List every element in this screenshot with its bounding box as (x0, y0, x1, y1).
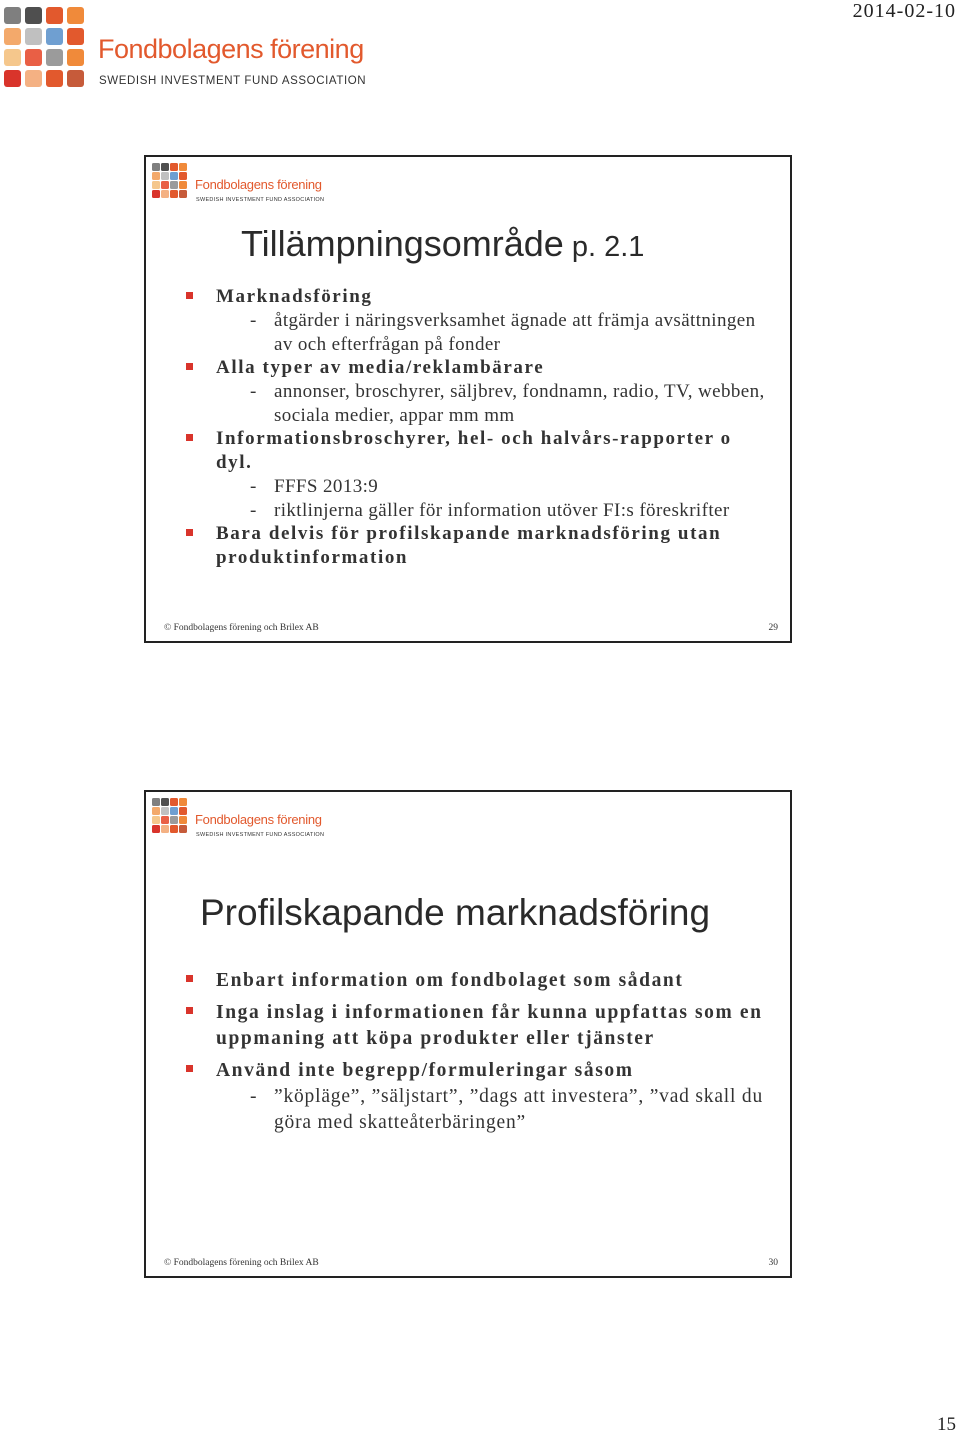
slide-footer: © Fondbolagens förening och Brilex AB (164, 1258, 319, 1268)
slide-title (200, 892, 710, 934)
logo-tagline: SWEDISH INVESTMENT FUND ASSOCIATION (196, 832, 325, 838)
bullet-item (184, 285, 770, 356)
logo-square (179, 807, 187, 815)
dash-marker: - (250, 381, 257, 402)
page-date: 2014-02-10 (852, 0, 956, 22)
logo-square (67, 49, 84, 66)
logo-tagline: SWEDISH INVESTMENT FUND ASSOCIATION (196, 197, 325, 203)
logo-square (4, 70, 21, 87)
logo-square (170, 825, 178, 833)
bullet-text: Informationsbroschyrer, hel- och halvårs-rapporter o dyl. (216, 428, 732, 473)
logo-name: Fondbolagens förening (195, 812, 322, 827)
logo-square (25, 7, 42, 24)
logo-square (152, 807, 160, 815)
slide-number: 29 (768, 623, 778, 633)
logo-square (179, 825, 187, 833)
sub-text: FFFS 2013:9 (274, 476, 379, 497)
bullet-item (184, 522, 770, 570)
logo-square (161, 190, 169, 198)
logo-square (161, 163, 169, 171)
logo-square (4, 28, 21, 45)
logo-square (179, 798, 187, 806)
logo-mark (152, 163, 187, 198)
logo-mark (152, 798, 187, 833)
logo-square (152, 798, 160, 806)
logo-square (170, 163, 178, 171)
bullet-item (184, 1000, 770, 1052)
bullet-text: Inga inslag i informationen får kunna uppfattas som en uppmaning att köpa produkter eller tjänster (216, 1002, 763, 1049)
logo-square (67, 7, 84, 24)
bullet-list (184, 285, 770, 570)
logo-tagline: SWEDISH INVESTMENT FUND ASSOCIATION (99, 75, 367, 87)
bullet-marker (186, 434, 193, 441)
logo-square (46, 28, 63, 45)
bullet-item (184, 356, 770, 427)
slide-title-main: Profilskapande marknadsföring (200, 892, 711, 933)
bullet-marker (186, 529, 193, 536)
bullet-text: Alla typer av media/reklambärare (216, 357, 545, 378)
logo-square (161, 172, 169, 180)
logo-square (170, 181, 178, 189)
slide-logo (152, 163, 332, 203)
logo-square (46, 70, 63, 87)
logo-square (170, 172, 178, 180)
bullet-marker (186, 292, 193, 299)
sub-item (216, 380, 770, 427)
dash-marker: - (250, 499, 257, 521)
logo-square (179, 816, 187, 824)
logo-square (152, 825, 160, 833)
logo-square (25, 28, 42, 45)
bullet-item (184, 427, 770, 522)
slide-30 (144, 790, 792, 1278)
logo-square (170, 798, 178, 806)
slide-title-main: Tillämpningsområde (241, 223, 564, 264)
logo-name: Fondbolagens förening (195, 177, 322, 192)
logo-square (152, 181, 160, 189)
logo-square (179, 163, 187, 171)
logo-square (179, 181, 187, 189)
bullet-text: Bara delvis för profilskapande marknadsföring utan produktinformation (216, 523, 722, 568)
bullet-marker (186, 1065, 193, 1072)
sub-item (216, 475, 770, 499)
logo-square (161, 816, 169, 824)
bullet-text: Enbart information om fondbolaget som sådant (216, 970, 684, 991)
sub-text: ”köpläge”, ”säljstart”, ”dags att investera”, ”vad skall du göra med skatteåterbäringen” (274, 1086, 764, 1133)
bullet-marker (186, 975, 193, 982)
logo-square (152, 816, 160, 824)
logo-square (161, 825, 169, 833)
logo-name: Fondbolagens förening (98, 34, 364, 64)
slide-29 (144, 155, 792, 643)
bullet-text: Marknadsföring (216, 286, 373, 307)
bullet-text: Använd inte begrepp/formuleringar såsom (216, 1060, 634, 1081)
logo-square (4, 49, 21, 66)
slide-title-section: p. 2.1 (563, 231, 645, 263)
logo-square (46, 49, 63, 66)
page-number: 15 (937, 1414, 956, 1435)
page-header-logo (0, 0, 370, 96)
logo-square (25, 49, 42, 66)
logo-square (170, 816, 178, 824)
dash-marker: - (250, 310, 257, 331)
logo-square (161, 807, 169, 815)
sub-text: riktlinjerna gäller för information utöver FI:s föreskrifter (274, 499, 730, 521)
slide-logo (152, 798, 332, 838)
bullet-list (184, 968, 770, 1142)
sub-text: annonser, broschyrer, säljbrev, fondnamn, radio, TV, webben, sociala medier, appar mm mm (274, 381, 765, 426)
logo-square (170, 807, 178, 815)
logo-square (170, 190, 178, 198)
slide-footer: © Fondbolagens förening och Brilex AB (164, 623, 319, 633)
sub-item (216, 309, 770, 356)
sub-item (216, 1084, 770, 1136)
logo-square (179, 190, 187, 198)
bullet-marker (186, 363, 193, 370)
sub-text: åtgärder i näringsverksamhet ägnade att främja avsättningen av och efterfrågan på fonder (274, 310, 756, 355)
bullet-item (184, 1058, 770, 1136)
slide-number: 30 (768, 1258, 778, 1268)
logo-square (67, 70, 84, 87)
logo-mark (4, 7, 84, 87)
logo-square (46, 7, 63, 24)
bullet-item (184, 968, 770, 994)
logo-square (67, 28, 84, 45)
logo-square (152, 163, 160, 171)
logo-square (161, 181, 169, 189)
dash-marker: - (250, 476, 257, 497)
logo-square (152, 172, 160, 180)
logo-square (4, 7, 21, 24)
dash-marker: - (250, 1086, 258, 1107)
logo-square (25, 70, 42, 87)
sub-item (216, 499, 770, 523)
logo-square (161, 798, 169, 806)
bullet-marker (186, 1007, 193, 1014)
slide-title (241, 223, 644, 265)
logo-square (152, 190, 160, 198)
logo-square (179, 172, 187, 180)
